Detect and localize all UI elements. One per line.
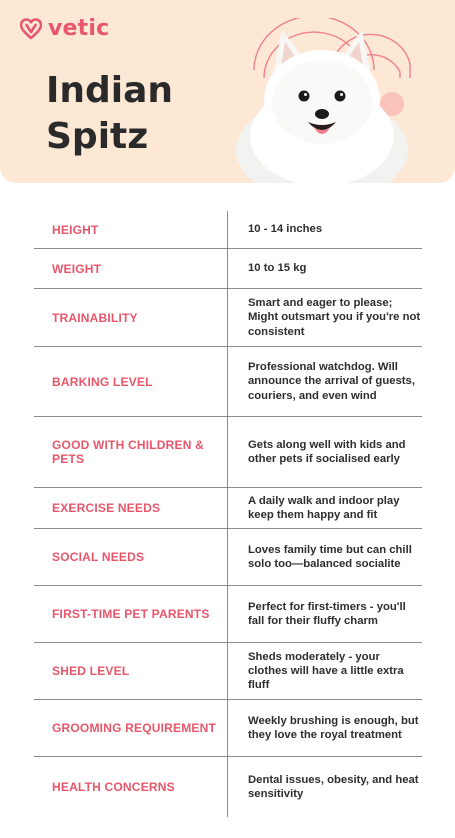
trait-value: 10 to 15 kg bbox=[248, 262, 307, 275]
trait-value: Weekly brushing is enough, but they love the royal treatment bbox=[248, 714, 419, 741]
trait-label: BARKING LEVEL bbox=[34, 347, 228, 416]
trait-label: FIRST-TIME PET PARENTS bbox=[34, 586, 228, 642]
table-row bbox=[34, 529, 422, 586]
spitz-dog-illustration bbox=[232, 18, 422, 183]
heart-logo-icon bbox=[20, 18, 42, 40]
page-title bbox=[46, 68, 173, 160]
trait-value: Professional watchdog. Will announce the arrival of guests, couriers, and even wind bbox=[248, 361, 415, 402]
table-row bbox=[34, 347, 422, 417]
table-row bbox=[34, 211, 422, 249]
trait-value: Perfect for first-timers - you'll fall for their fluffy charm bbox=[248, 600, 406, 627]
trait-value: 10 - 14 inches bbox=[248, 223, 323, 236]
trait-value: Loves family time but can chill solo too—balanced socialite bbox=[248, 543, 412, 570]
trait-label: HEALTH CONCERNS bbox=[34, 757, 228, 817]
trait-label: SHED LEVEL bbox=[34, 643, 228, 699]
trait-value: Gets along well with kids and other pets if socialised early bbox=[248, 438, 406, 465]
table-row bbox=[34, 700, 422, 757]
table-row bbox=[34, 643, 422, 700]
table-row bbox=[34, 757, 422, 817]
brand-logo[interactable] bbox=[20, 16, 109, 41]
trait-value: Dental issues, obesity, and heat sensitivity bbox=[248, 773, 419, 800]
trait-value: A daily walk and indoor play keep them happy and fit bbox=[248, 494, 400, 521]
brand-name: vetic bbox=[48, 16, 110, 41]
trait-label: EXERCISE NEEDS bbox=[34, 488, 228, 528]
table-row bbox=[34, 417, 422, 488]
trait-label: TRAINABILITY bbox=[34, 289, 228, 346]
trait-label: WEIGHT bbox=[34, 249, 228, 288]
title-line-2: Spitz bbox=[46, 116, 149, 157]
table-row bbox=[34, 289, 422, 347]
table-row bbox=[34, 586, 422, 643]
trait-label: GOOD WITH CHILDREN & PETS bbox=[34, 417, 228, 487]
title-line-1: Indian bbox=[46, 70, 174, 111]
trait-value: Sheds moderately - your clothes will have a little extra fluff bbox=[248, 650, 404, 692]
header-banner bbox=[0, 0, 455, 183]
trait-value: Smart and eager to please; Might outsmart you if you're not consistent bbox=[248, 297, 421, 338]
trait-label: GROOMING REQUIREMENT bbox=[34, 700, 228, 756]
table-row bbox=[34, 488, 422, 529]
breed-traits-table bbox=[34, 211, 422, 817]
trait-label: SOCIAL NEEDS bbox=[34, 529, 228, 585]
table-row bbox=[34, 249, 422, 289]
trait-label: HEIGHT bbox=[34, 211, 228, 248]
